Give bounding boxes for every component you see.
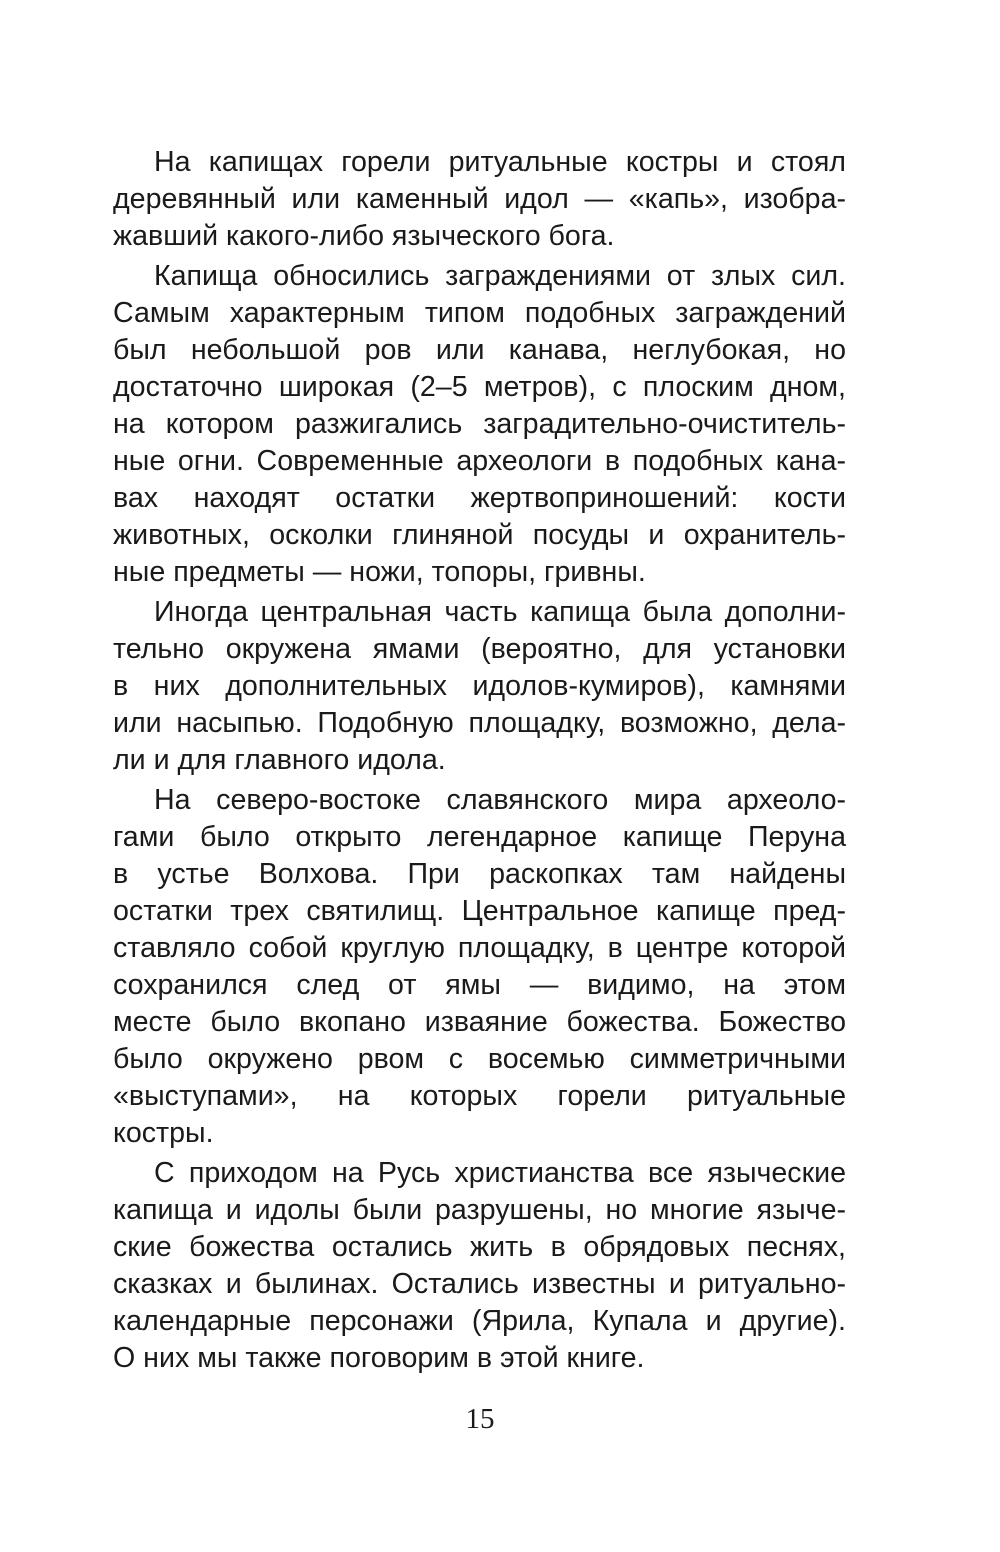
paragraph	[113, 1155, 846, 1377]
text-line: было окружено рвом с восемью симметричными	[113, 1043, 846, 1075]
text-line: На капищах горели ритуальные костры и стоял	[154, 146, 846, 178]
text-line: Капища обносились заграждениями от злых сил.	[154, 260, 846, 292]
text-line: Иногда центральная часть капища была дополни-	[154, 596, 846, 628]
text-line: в устье Волхова. При раскопках там найдены	[113, 858, 846, 890]
text-line: сказках и былинах. Остались известны и ритуально-	[113, 1268, 846, 1300]
text-line: костры.	[113, 1117, 214, 1149]
text-line: в них дополнительных идолов-кумиров), камнями	[113, 670, 846, 702]
text-line: На северо-востоке славянского мира археоло-	[154, 784, 846, 816]
text-line: остатки трех святилищ. Центральное капище пред-	[113, 895, 846, 927]
text-line: ли и для главного идола.	[113, 744, 446, 776]
text-line: на котором разжигались заградительно-очиститель-	[113, 408, 846, 440]
text-line: был небольшой ров или канава, неглубокая, но	[113, 334, 846, 366]
text-line: «выступами», на которых горели ритуальные	[113, 1080, 846, 1112]
text-line: календарные персонажи (Ярила, Купала и другие).	[113, 1305, 846, 1337]
text-line: вах находят остатки жертвоприношений: кости	[113, 482, 846, 514]
text-line: жавший какого-либо языческого бога.	[113, 220, 615, 252]
text-line: или насыпью. Подобную площадку, возможно, дела-	[113, 707, 846, 739]
text-line: ные огни. Современные археологи в подобных кана-	[113, 445, 846, 477]
text-line: животных, осколки глиняной посуды и охранитель-	[113, 519, 846, 551]
text-line: гами было открыто легендарное капище Перуна	[113, 821, 846, 853]
text-line: ставляло собой круглую площадку, в центре которой	[113, 932, 846, 964]
text-line: ные предметы — ножи, топоры, гривны.	[113, 556, 646, 588]
paragraph	[113, 782, 846, 1152]
page-number: 15	[465, 1403, 495, 1435]
text-line: Самым характерным типом подобных заграждений	[113, 297, 846, 329]
text-line: деревянный или каменный идол — «капь», изобра-	[113, 183, 846, 215]
paragraph	[113, 594, 846, 779]
paragraph	[113, 258, 846, 591]
text-line: С приходом на Русь христианства все языческие	[154, 1157, 846, 1189]
text-line: месте было вкопано изваяние божества. Божество	[113, 1006, 846, 1038]
paragraph	[113, 144, 846, 255]
text-line: сохранился след от ямы — видимо, на этом	[113, 969, 846, 1001]
text-line: достаточно широкая (2–5 метров), с плоским дном,	[113, 371, 846, 403]
text-line: ские божества остались жить в обрядовых песнях,	[113, 1231, 846, 1263]
text-line: тельно окружена ямами (вероятно, для установки	[113, 633, 846, 665]
text-line: О них мы также поговорим в этой книге.	[113, 1342, 645, 1374]
text-line: капища и идолы были разрушены, но многие языче-	[113, 1194, 846, 1226]
body-text	[113, 144, 846, 1377]
